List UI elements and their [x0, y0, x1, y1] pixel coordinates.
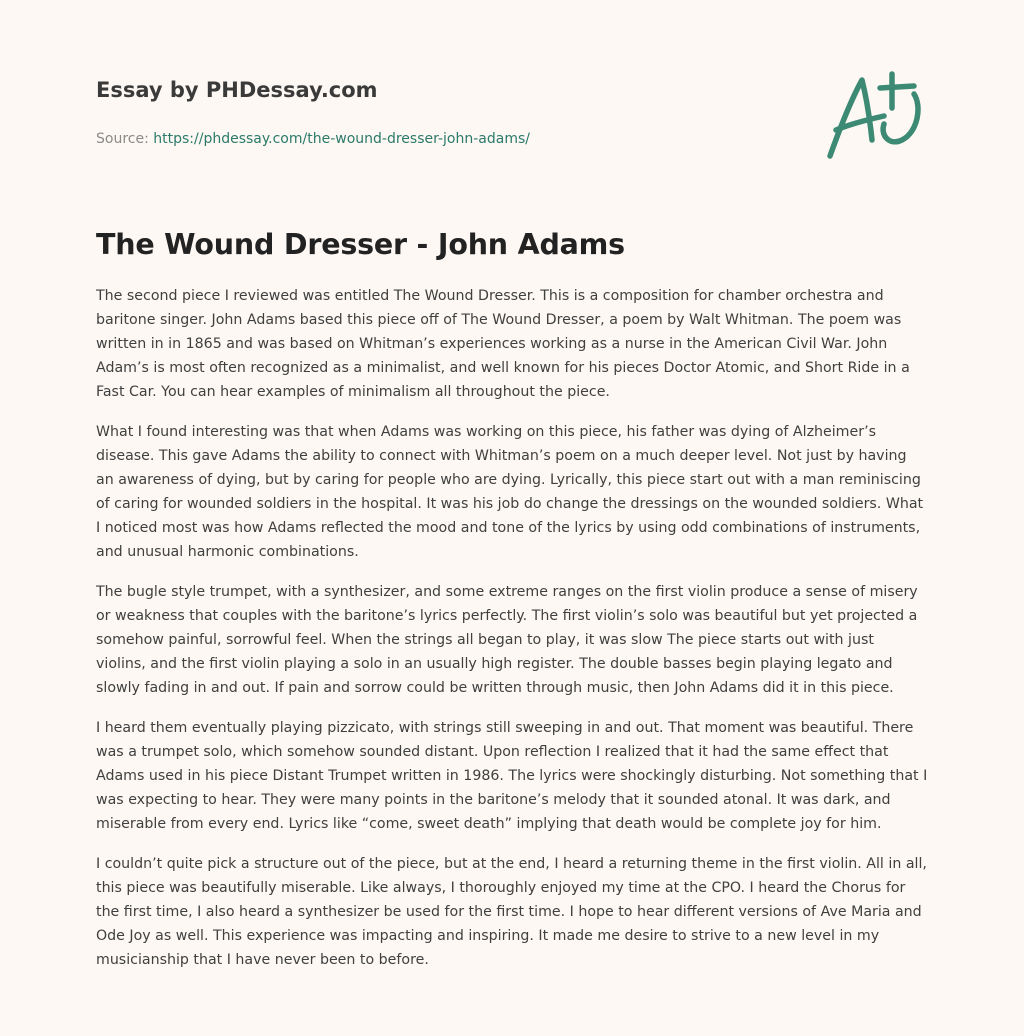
- essay-paragraph: I heard them eventually playing pizzicato, with strings still sweeping in and out. That moment was beautiful. There was a trumpet solo, which somehow sounded distant. Upon reflection I realized that it had the same effect that Adams used in his piece Distant Trumpet written in 1986. The lyrics were shockingly disturbing. Not something that I was expecting to hear. They were many points in the baritone’s melody that it sounded atonal. It was dark, and miserable from every end. Lyrics like “come, sweet death” implying that death would be complete joy for him.: [96, 720, 928, 832]
- essay-paragraph: I couldn’t quite pick a structure out of the piece, but at the end, I heard a returning theme in the first violin. All in all, this piece was beautifully miserable. Like always, I thoroughly enjoyed my time at the CPO. I heard the Chorus for the first time, I also heard a synthesizer be used for the first time. I hope to hear different versions of Ave Maria and Ode Joy as well. This experience was impacting and inspiring. It made me desire to strive to a new level in my musicianship that I have never been to before.: [96, 856, 927, 968]
- source-link[interactable]: https://phdessay.com/the-wound-dresser-john-adams/: [153, 131, 530, 147]
- essay-title: The Wound Dresser - John Adams: [96, 228, 625, 261]
- source-label: Source:: [96, 131, 154, 147]
- page-header: [96, 76, 796, 148]
- source-line: [96, 130, 796, 148]
- essay-body: [96, 284, 928, 988]
- a-plus-logo-icon: [822, 66, 932, 166]
- essay-paragraph: What I found interesting was that when Adams was working on this piece, his father was dying of Alzheimer’s disease. This gave Adams the ability to connect with Whitman’s poem on a much deeper level. Not just by having an awareness of dying, but by caring for people who are dying. Lyrically, this piece start out with a man reminiscing of caring for wounded soldiers in the hospital. It was his job do change the dressings on the wounded soldiers. What I noticed most was how Adams reflected the mood and tone of the lyrics by using odd combinations of instruments, and unusual harmonic combinations.: [96, 424, 924, 560]
- essay-paragraph: The bugle style trumpet, with a synthesizer, and some extreme ranges on the first violin produce a sense of misery or weakness that couples with the baritone’s lyrics perfectly. The first violin’s solo was beautiful but yet projected a somehow painful, sorrowful feel. When the strings all began to play, it was slow The piece starts out with just violins, and the first violin playing a solo in an usually high register. The double basses begin playing legato and slowly fading in and out. If pain and sorrow could be written through music, then John Adams did it in this piece.: [96, 584, 918, 696]
- site-brand: Essay by PHDessay.com: [96, 78, 378, 102]
- essay-paragraph: The second piece I reviewed was entitled The Wound Dresser. This is a composition for chamber orchestra and baritone singer. John Adams based this piece off of The Wound Dresser, a poem by Walt Whitman. The poem was written in in 1865 and was based on Whitman’s experiences working as a nurse in the American Civil War. John Adam’s is most often recognized as a minimalist, and well known for his pieces Doctor Atomic, and Short Ride in a Fast Car. You can hear examples of minimalism all throughout the piece.: [96, 288, 910, 400]
